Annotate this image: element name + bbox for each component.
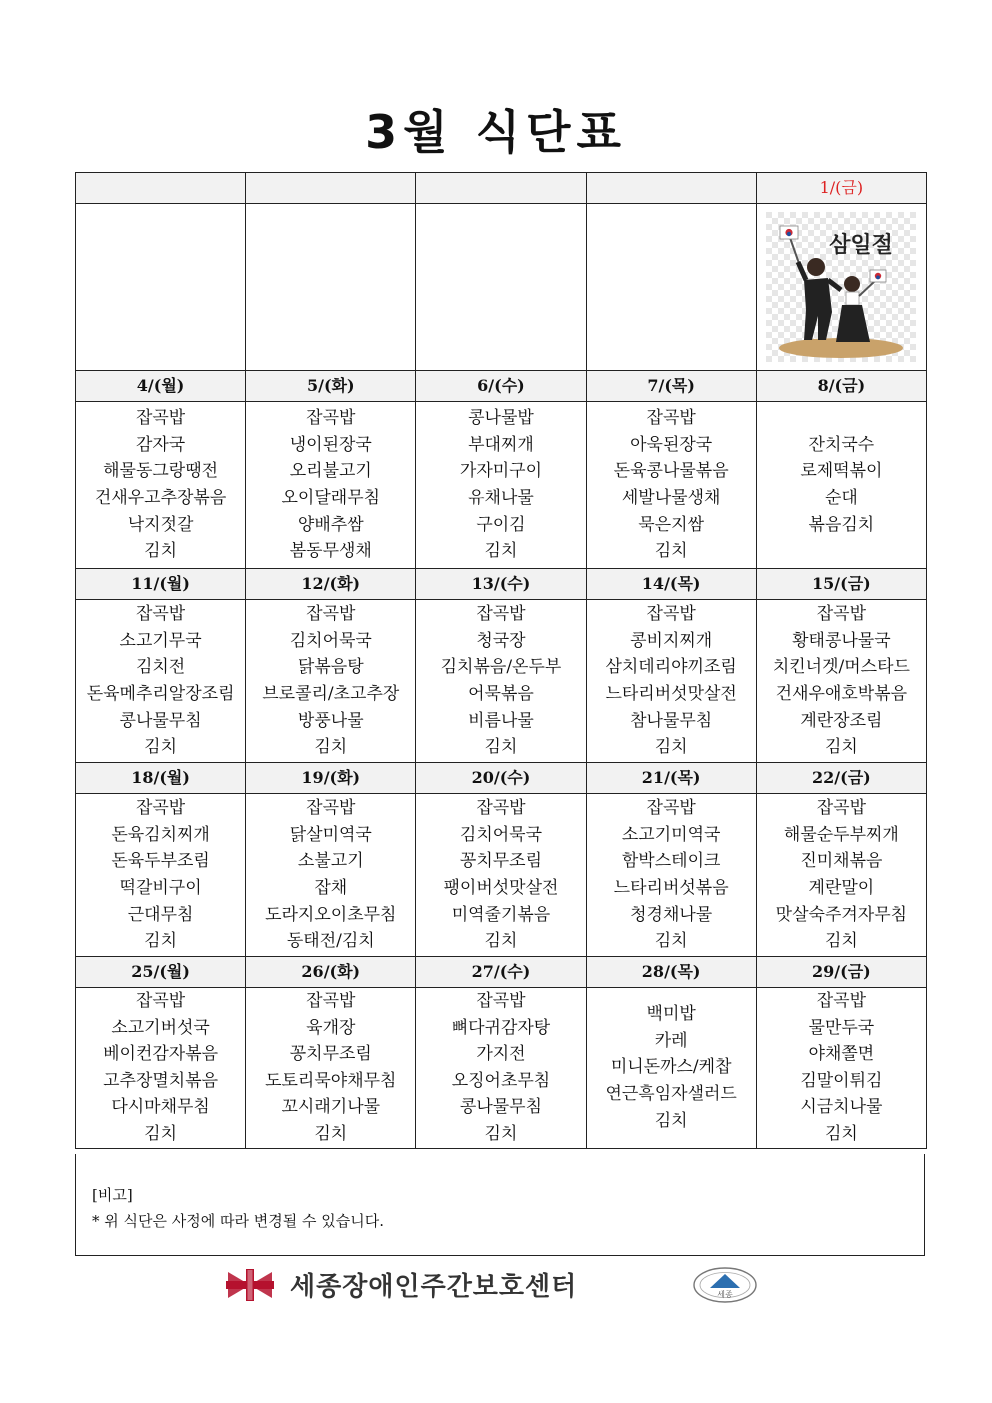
menu-item: 황태콩나물국	[792, 630, 891, 651]
menu-cell-empty	[246, 204, 416, 371]
menu-item: 계란장조림	[800, 710, 883, 731]
menu-cell	[416, 402, 586, 569]
menu-item: 돈육김치찌개	[111, 824, 210, 845]
menu-item: 김치	[484, 1123, 518, 1144]
menu-item: 함박스테이크	[621, 851, 721, 872]
menu-item: 꽁치무조림	[289, 1044, 372, 1065]
date-cell: 4/(월)	[76, 371, 246, 402]
menu-item: 소불고기	[297, 851, 364, 872]
menu-cell-empty	[586, 204, 756, 371]
menu-cell-empty	[76, 204, 246, 371]
menu-item: 어묵볶음	[468, 684, 534, 704]
menu-item: 잡곡밥	[135, 798, 186, 819]
menu-item: 잡곡밥	[306, 991, 356, 1011]
menu-item: 김치	[484, 541, 518, 562]
menu-item: 소고기버섯국	[111, 1017, 210, 1038]
menu-cell	[246, 600, 416, 763]
catholic-cross-logo	[222, 1268, 278, 1302]
menu-item: 다시마채무침	[111, 1097, 210, 1118]
menu-item: 김치	[654, 541, 688, 562]
date-cell: 20/(수)	[416, 763, 586, 794]
menu-item: 잡곡밥	[646, 408, 696, 429]
date-cell: 13/(수)	[416, 569, 586, 600]
menu-item: 백미밥	[646, 1004, 696, 1025]
menu-item: 잡곡밥	[306, 408, 356, 429]
menu-cell	[756, 402, 926, 569]
menu-row	[76, 600, 927, 763]
menu-item: 김치	[144, 1123, 178, 1144]
date-cell: 7/(목)	[586, 371, 756, 402]
menu-item: 잡채	[314, 878, 348, 898]
menu-item: 소고기미역국	[621, 824, 721, 845]
menu-item: 잡곡밥	[135, 408, 186, 429]
menu-item: 닭볶음탕	[297, 657, 364, 678]
menu-item: 김치	[144, 541, 178, 562]
menu-item: 김치	[484, 931, 518, 952]
date-row	[76, 957, 927, 988]
date-cell: 22/(금)	[756, 763, 926, 794]
menu-item: 잡곡밥	[646, 798, 696, 819]
menu-cell	[76, 600, 246, 763]
date-cell: 19/(화)	[246, 763, 416, 794]
menu-item: 김치전	[135, 657, 186, 678]
menu-item: 김치	[654, 737, 688, 758]
menu-item: 잡곡밥	[476, 798, 526, 819]
menu-item: 시금치나물	[800, 1097, 883, 1118]
menu-item: 김치어묵국	[459, 824, 543, 845]
menu-item: 느타리버섯볶음	[613, 878, 729, 898]
menu-item: 잡곡밥	[816, 604, 867, 625]
menu-item: 볶음김치	[808, 514, 875, 535]
menu-item: 김치	[824, 737, 858, 758]
menu-item: 꽁치무조림	[459, 851, 543, 872]
date-cell: 5/(화)	[246, 371, 416, 402]
menu-item: 김치	[654, 1110, 688, 1131]
menu-item: 방풍나물	[297, 710, 364, 731]
menu-item: 잡곡밥	[135, 991, 186, 1011]
menu-item: 잡곡밥	[646, 604, 696, 625]
organization-name: 세종장애인주간보호센터	[290, 1272, 578, 1302]
menu-cell-holiday	[756, 204, 926, 371]
page-title: 3월 식단표	[365, 105, 627, 159]
menu-item: 묵은지쌈	[638, 514, 704, 535]
menu-item: 김치	[314, 737, 348, 758]
menu-cell	[416, 600, 586, 763]
menu-item: 잡곡밥	[816, 991, 867, 1011]
date-cell: 27/(수)	[416, 957, 586, 988]
menu-item: 연근흑임자샐러드	[605, 1084, 737, 1105]
menu-item: 소고기무국	[119, 630, 202, 651]
date-row	[76, 173, 927, 204]
date-cell: 18/(월)	[76, 763, 246, 794]
date-cell: 26/(화)	[246, 957, 416, 988]
menu-item: 돈육두부조림	[111, 851, 210, 872]
menu-item: 돈육콩나물볶음	[613, 461, 729, 482]
menu-item: 부대찌개	[468, 434, 534, 455]
menu-row	[76, 402, 927, 569]
menu-item: 순대	[824, 488, 858, 508]
menu-item: 건새우애호박볶음	[775, 684, 908, 704]
note-heading: [비고]	[92, 1186, 133, 1204]
menu-item: 카레	[654, 1030, 688, 1051]
menu-item: 콩나물무침	[119, 710, 202, 731]
menu-cell	[586, 794, 756, 957]
menu-item: 잔치국수	[808, 434, 875, 455]
menu-item: 맛살숙주겨자무침	[775, 904, 908, 925]
date-row	[76, 371, 927, 402]
menu-item: 떡갈비구이	[119, 878, 202, 898]
date-row	[76, 763, 927, 794]
menu-item: 김치	[144, 931, 178, 952]
menu-item: 꼬시래기나물	[281, 1097, 381, 1118]
date-cell	[246, 173, 416, 204]
menu-cell	[76, 988, 246, 1149]
footer	[0, 1264, 992, 1304]
date-cell	[416, 173, 586, 204]
menu-cell	[76, 794, 246, 957]
menu-item: 오이달래무침	[281, 488, 381, 508]
seal-text: 세종	[717, 1290, 733, 1299]
menu-item: 잡곡밥	[306, 798, 356, 819]
menu-item: 육개장	[306, 1017, 356, 1038]
menu-item: 팽이버섯맛살전	[443, 878, 559, 898]
date-cell: 28/(목)	[586, 957, 756, 988]
date-cell: 25/(월)	[76, 957, 246, 988]
menu-item: 김말이튀김	[800, 1070, 883, 1091]
date-cell: 12/(화)	[246, 569, 416, 600]
menu-item: 고추장멸치볶음	[103, 1070, 219, 1091]
date-cell: 14/(목)	[586, 569, 756, 600]
menu-row	[76, 794, 927, 957]
menu-cell	[416, 794, 586, 957]
menu-item: 오징어초무침	[451, 1070, 551, 1091]
date-cell: 21/(목)	[586, 763, 756, 794]
menu-item: 청경채나물	[630, 904, 713, 925]
menu-item: 콩나물밥	[468, 408, 534, 429]
menu-item: 닭살미역국	[289, 824, 372, 845]
date-cell: 15/(금)	[756, 569, 926, 600]
date-cell: 6/(수)	[416, 371, 586, 402]
menu-cell	[416, 988, 586, 1149]
menu-item: 김치어묵국	[289, 630, 372, 651]
menu-item: 동태전/김치	[286, 931, 375, 952]
menu-item: 진미채볶음	[800, 851, 883, 872]
date-row	[76, 569, 927, 600]
menu-item: 가자미구이	[459, 461, 543, 482]
samiljeol-illustration	[766, 212, 916, 362]
menu-item: 유채나물	[468, 488, 534, 508]
menu-cell	[246, 988, 416, 1149]
menu-item: 김치볶음/온두부	[440, 657, 562, 678]
menu-item: 잡곡밥	[306, 604, 356, 625]
menu-item: 세발나물생채	[621, 488, 721, 508]
menu-cell	[586, 988, 756, 1149]
menu-cell	[756, 600, 926, 763]
menu-item: 해물동그랑땡전	[103, 461, 219, 482]
menu-item: 미역줄기볶음	[451, 904, 551, 925]
menu-item: 냉이된장국	[289, 434, 372, 455]
menu-item: 치킨너겟/머스타드	[772, 657, 910, 678]
menu-item: 김치	[314, 1123, 348, 1144]
menu-cell	[246, 794, 416, 957]
menu-item: 해물순두부찌개	[783, 824, 899, 845]
menu-item: 봄동무생채	[289, 541, 372, 562]
menu-row	[76, 204, 927, 371]
menu-item: 잡곡밥	[476, 991, 526, 1011]
menu-item: 느타리버섯맛살전	[605, 684, 737, 704]
menu-item: 미니돈까스/케찹	[610, 1057, 732, 1078]
menu-item: 가지전	[476, 1044, 526, 1065]
menu-cell-empty	[416, 204, 586, 371]
menu-cell	[246, 402, 416, 569]
menu-item: 양배추쌈	[297, 514, 364, 535]
date-cell: 29/(금)	[756, 957, 926, 988]
date-cell	[586, 173, 756, 204]
center-seal-logo	[692, 1266, 758, 1304]
date-cell	[76, 173, 246, 204]
menu-item: 잡곡밥	[476, 604, 526, 625]
menu-item: 야채쫄면	[808, 1044, 875, 1065]
menu-item: 김치	[144, 737, 178, 758]
date-cell: 11/(월)	[76, 569, 246, 600]
menu-item: 근대무침	[127, 904, 194, 925]
menu-item: 김치	[824, 1123, 858, 1144]
menu-item: 김치	[484, 737, 518, 758]
menu-item: 김치	[654, 931, 688, 952]
menu-item: 낙지젓갈	[127, 514, 194, 535]
note-box	[75, 1154, 925, 1256]
menu-cell	[76, 402, 246, 569]
menu-item: 감자국	[135, 434, 186, 455]
date-cell: 8/(금)	[756, 371, 926, 402]
menu-item: 청국장	[476, 630, 526, 651]
menu-item: 콩비지찌개	[630, 630, 713, 651]
menu-cell	[586, 402, 756, 569]
menu-item: 로제떡볶이	[800, 461, 883, 482]
menu-item: 잡곡밥	[816, 798, 867, 819]
menu-item: 건새우고추장볶음	[94, 488, 227, 508]
menu-item: 삼치데리야끼조림	[605, 657, 737, 678]
menu-item: 도토리묵야채무침	[265, 1070, 397, 1091]
menu-item: 비름나물	[468, 710, 534, 731]
holiday-image-text: 삼일절	[829, 233, 894, 258]
note-text: * 위 식단은 사정에 따라 변경될 수 있습니다.	[92, 1212, 384, 1230]
menu-row	[76, 988, 927, 1149]
meal-table	[75, 172, 927, 1149]
menu-item: 계란말이	[808, 878, 875, 898]
menu-item: 참나물무침	[630, 710, 713, 731]
menu-item: 뼈다귀감자탕	[451, 1017, 551, 1038]
menu-item: 브로콜리/초고추장	[262, 684, 400, 704]
menu-item: 돈육메추리알장조림	[86, 684, 235, 704]
menu-item: 오리불고기	[289, 461, 372, 482]
menu-cell	[756, 988, 926, 1149]
menu-item: 잡곡밥	[135, 604, 186, 625]
menu-item: 아욱된장국	[630, 434, 713, 455]
date-cell-holiday: 1/(금)	[756, 173, 926, 204]
menu-item: 도라지오이초무침	[265, 904, 397, 925]
menu-item: 베이컨감자볶음	[103, 1044, 219, 1065]
menu-cell	[756, 794, 926, 957]
menu-cell	[586, 600, 756, 763]
menu-item: 구이김	[476, 514, 526, 535]
menu-item: 김치	[824, 931, 858, 952]
menu-item: 콩나물무침	[459, 1097, 543, 1118]
menu-item: 물만두국	[808, 1017, 875, 1038]
